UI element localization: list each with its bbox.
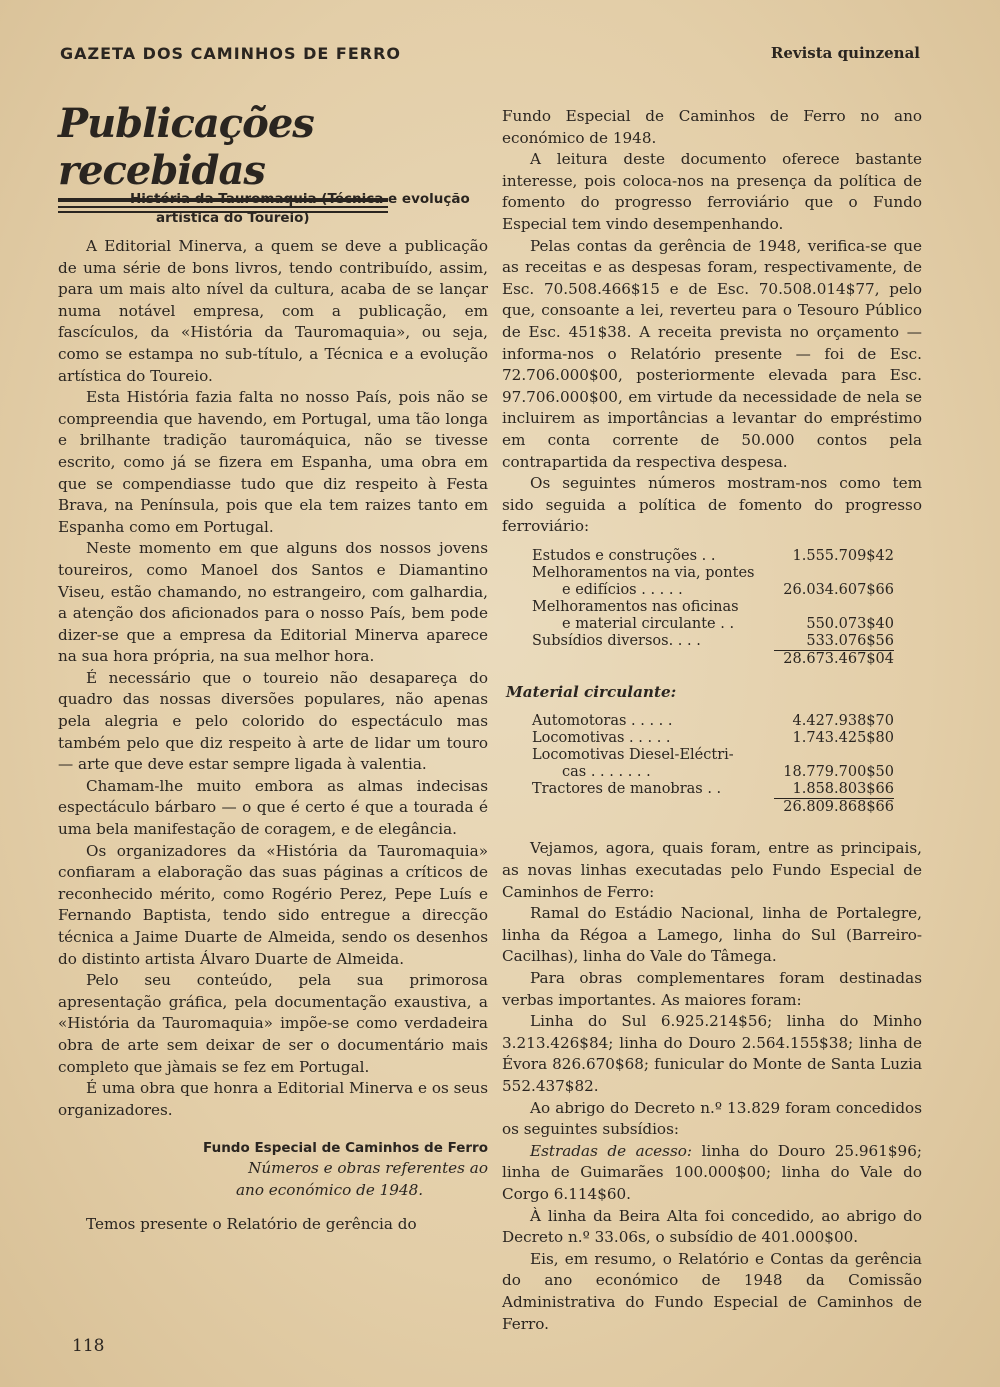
article-subheading: artística do Toureio) <box>156 210 310 226</box>
row-label: Tractores de manobras . . <box>532 781 722 798</box>
paragraph: Fundo Especial de Caminhos de Ferro no ano económico de 1948. <box>502 107 922 147</box>
table-row <box>532 747 894 764</box>
table-row <box>532 633 894 651</box>
row-label: Estudos e construções . . <box>532 547 716 564</box>
paragraph: Pelo seu conteúdo, pela sua primorosa apresentação gráfica, pela documentação exaustiva, a «História da Tauromaquia» impõe-se como verdadeira obra de arte sem deixar de ser o documentário mais completo que jàmais se fez em Portugal. <box>58 971 488 1076</box>
italic-lead: Estradas de acesso: <box>530 1141 692 1160</box>
table-row <box>532 781 894 799</box>
row-label: cas . . . . . . . <box>562 764 651 781</box>
article-subheading: História da Tauromaquia (Técnica e evolução <box>130 191 470 207</box>
page-number: 118 <box>72 1336 105 1356</box>
table-row <box>532 548 894 565</box>
row-label: Locomotivas Diesel-Eléctri- <box>532 747 734 764</box>
row-label: e material circulante . . <box>562 615 735 632</box>
paragraph: Temos presente o Relatório de gerência do <box>86 1214 417 1233</box>
table-row <box>532 764 894 781</box>
material-heading: Material circulante: <box>506 682 677 701</box>
paragraph: A leitura deste documento oferece bastante interesse, pois coloca-nos na presença da política de fomento do progresso ferroviário que o Fundo Especial tem vindo desempenhando. <box>502 150 922 233</box>
paragraph: Ramal do Estádio Nacional, linha de Portalegre, linha da Régoa a Lamego, linha do Sul (Barreiro-Cacilhas), linha do Vale do Tâmega. <box>502 904 922 966</box>
paragraph: À linha da Beira Alta foi concedido, ao abrigo do Decreto n.º 33.06s, o subsídio de 401.000$00. <box>502 1206 922 1247</box>
row-label: Locomotivas . . . . . <box>532 730 671 747</box>
row-value: 18.779.700$50 <box>783 764 894 781</box>
row-value: 1.858.803$66 <box>774 781 894 799</box>
row-value <box>774 565 894 582</box>
paragraph: É uma obra que honra a Editorial Minerva e os seus organizadores. <box>58 1079 488 1119</box>
table-total-row <box>532 651 894 668</box>
paragraph: Esta História fazia falta no nosso País, pois não se compreendia que havendo, em Portugal, uma tão longa e brilhante tradição tauromáquica, não se tivesse escrito, como já se fizera em Espanha, uma obra em que se compendiasse tudo que diz respeito à Festa Brava, na Península, pois que ela tem raizes tanto em Espanha como em Portugal. <box>58 388 488 536</box>
article-subheading: Fundo Especial de Caminhos de Ferro <box>203 1140 488 1157</box>
table-total: 26.809.868$66 <box>783 799 894 816</box>
article-subheading-italic: Números e obras referentes ao <box>248 1159 488 1178</box>
row-value: 550.073$40 <box>806 615 894 632</box>
running-header-subtitle: Revista quinzenal <box>770 44 920 62</box>
table-row <box>532 616 894 633</box>
paragraph: Os seguintes números mostram-nos como tem sido seguida a política de fomento do progresso ferroviário: <box>502 474 922 536</box>
row-value <box>774 599 894 616</box>
right-column <box>502 106 922 1335</box>
paragraph: Chamam-lhe muito embora as almas indecisas espectáculo bárbaro — o que é certo é que a tourada é uma bela manifestação de coragem, e de elegância. <box>58 776 488 839</box>
article-subheading-italic: ano económico de 1948. <box>236 1180 424 1199</box>
running-header-title: GAZETA DOS CAMINHOS DE FERRO <box>60 44 402 63</box>
row-value: 533.076$56 <box>774 633 894 651</box>
paragraph: Os organizadores da «História da Tauromaquia» confiaram a elaboração das suas páginas a críticos de reconhecido mérito, como Rogério Perez, Pepe Luís e Fernando Baptista, tendo sido entregue a direcção técnica a Jaime Duarte de Almeida, sendo os desenhos do distinto artista Álvaro Duarte de Almeida. <box>58 841 488 968</box>
left-column <box>58 190 488 1235</box>
table-row <box>532 730 894 747</box>
row-value: 1.743.425$80 <box>792 730 894 747</box>
row-label: e edifícios . . . . . <box>562 581 683 598</box>
table-row <box>532 599 894 616</box>
paragraph: Vejamos, agora, quais foram, entre as principais, as novas linhas executadas pelo Fundo Especial de Caminhos de Ferro: <box>502 839 922 901</box>
paragraph: É necessário que o toureio não desapareça do quadro das nossas diversões populares, não apenas pela alegria e pelo colorido do espectáculo mas também pelo que diz respeito à arte de lidar um touro — arte que deve estar sempre ligada à valentia. <box>58 668 488 774</box>
row-value: 4.427.938$70 <box>792 713 894 730</box>
paragraph <box>502 1141 922 1206</box>
expense-table <box>502 548 922 668</box>
paragraph: Neste momento em que alguns dos nossos jovens toureiros, como Manoel dos Santos e Diamantino Viseu, estão chamando, no estrangeiro, com galhardia, a atenção dos aficionados para o nosso País, bem pode dizer-se que a empresa da Editorial Minerva aparece na sua hora própria, na sua melhor hora. <box>58 539 488 666</box>
row-value <box>774 747 894 764</box>
row-value: 26.034.607$66 <box>783 581 894 598</box>
row-value: 1.555.709$42 <box>792 547 894 564</box>
paragraph: Eis, em resumo, o Relatório e Contas da gerência do ano económico de 1948 da Comissão Administrativa do Fundo Especial de Caminhos de Ferro. <box>502 1249 922 1333</box>
paragraph: A Editorial Minerva, a quem se deve a publicação de uma série de bons livros, tendo contribuído, assim, para um mais alto nível da cultura, acaba de se lançar numa notável empresa, com a publicação, em fascículos, da «História da Tauromaquia», ou seja, como se estampa no sub-título, a Técnica e a evolução artística do Toureio. <box>58 237 488 385</box>
row-label: Subsídios diversos. . . . <box>532 632 701 649</box>
row-label: Melhoramentos nas oficinas <box>532 598 739 615</box>
table-row <box>532 565 894 582</box>
table-total: 28.673.467$04 <box>783 650 894 667</box>
paragraph: Linha do Sul 6.925.214$56; linha do Minho 3.213.426$84; linha do Douro 2.564.155$38; linha de Évora 826.670$68; funicular do Monte de Santa Luzia 552.437$82. <box>502 1012 922 1095</box>
section-title: Publicações recebidas <box>58 100 314 194</box>
table-total-row <box>532 799 894 816</box>
paragraph-text: linha do Douro 25.961$96; linha de Guimarães 100.000$00; linha do Vale do Corgo 6.114$60. <box>502 1141 922 1203</box>
row-label: Automotoras . . . . . <box>532 713 673 730</box>
table-row <box>532 582 894 599</box>
table-row <box>532 713 894 730</box>
paragraph: Para obras complementares foram destinadas verbas importantes. As maiores foram: <box>502 969 922 1009</box>
paragraph: Ao abrigo do Decreto n.º 13.829 foram concedidos os seguintes subsídios: <box>502 1098 922 1139</box>
paragraph: Pelas contas da gerência de 1948, verifica-se que as receitas e as despesas foram, respectivamente, de Esc. 70.508.466$15 e de Esc. 70.508.014$77, pelo que, consoante a lei, reverteu para o Tesouro Público de Esc. 451$38. A receita prevista no orçamento — informa-nos o Relatório presente — foi de Esc. 72.706.000$00, posteriormente elevada para Esc. 97.706.000$00, em virtude da necessidade de nela se incluirem as importâncias a levantar do empréstimo em conta corrente de 50.000 contos pela contrapartida da respectiva despesa. <box>502 236 922 471</box>
rolling-stock-table <box>502 713 922 816</box>
row-label: Melhoramentos na via, pontes <box>532 564 755 581</box>
